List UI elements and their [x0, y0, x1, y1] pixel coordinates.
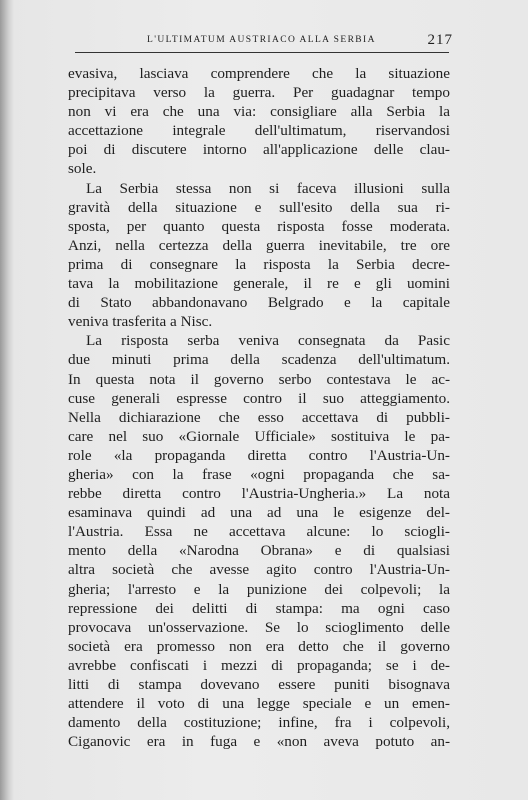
text-line: accettazione integrale dell'ultimatum, riservandosi [68, 122, 450, 140]
text-line: rebbe diretta contro l'Austria-Ungheria.» La nota [68, 485, 450, 503]
text-line: sposta, per quanto questa risposta fosse moderata. [68, 217, 450, 235]
text-line: Anzi, nella certezza della guerra inevitabile, tre ore [68, 236, 450, 254]
running-head [75, 32, 453, 52]
text-line: attendere il voto di una legge speciale e un emen- [68, 695, 450, 713]
text-line: role «la propaganda diretta contro l'Austria-Un- [68, 446, 450, 464]
page-number: 217 [427, 32, 453, 48]
body-text [68, 64, 450, 751]
header-rule [75, 52, 449, 53]
text-line: di Stato abbandonavano Belgrado e la capitale [68, 294, 450, 312]
text-line: repressione dei delitti di stampa: ma ogni caso [68, 599, 450, 617]
text-line: esaminava quindi ad una ad una le esigenze del- [68, 504, 450, 522]
running-title: L'ULTIMATUM AUSTRIACO ALLA SERBIA [147, 35, 376, 45]
text-line: provocava un'osservazione. Se lo scioglimento delle [68, 618, 450, 636]
text-line: damento della costituzione; infine, fra i colpevoli, [68, 714, 450, 732]
text-line: Nella dichiarazione che esso accettava di pubbli- [68, 408, 450, 426]
text-line: due minuti prima della scadenza dell'ultimatum. [68, 351, 450, 369]
text-line: La Serbia stessa non si faceva illusioni sulla [86, 179, 450, 197]
text-line: avrebbe confiscati i mezzi di propaganda; se i de- [68, 656, 450, 674]
text-line: gravità della situazione e sull'esito della sua ri- [68, 198, 450, 216]
text-line: prima di consegnare la risposta la Serbia decre- [68, 255, 450, 273]
binding-gutter-shadow [0, 0, 14, 800]
text-line: precipitava verso la guerra. Per guadagnar tempo [68, 84, 450, 102]
text-line: care nel suo «Giornale Ufficiale» sostituiva le pa- [68, 427, 450, 445]
text-line: evasiva, lasciava comprendere che la situazione [68, 65, 450, 82]
text-line: mento della «Narodna Obrana» e di qualsiasi [68, 542, 450, 560]
text-line: veniva trasferita a Nisc. [68, 313, 213, 331]
text-line: Ciganovic era in fuga e «non aveva potuto an- [68, 733, 450, 751]
text-line: In questa nota il governo serbo contestava le ac- [68, 370, 450, 388]
text-line: gheria» con la frase «ogni propaganda che sa- [68, 465, 450, 483]
text-line: l'Austria. Essa ne accettava alcune: lo sciogli- [68, 523, 450, 541]
text-line: non vi era che una via: consigliare alla Serbia la [68, 103, 450, 121]
text-line: tava la mobilitazione generale, il re e gli uomini [68, 275, 450, 293]
text-line: La risposta serba veniva consegnata da Pasic [86, 332, 450, 350]
text-line: poi di discutere intorno all'applicazione delle clau- [68, 141, 450, 159]
text-line: società era promesso non era detto che il governo [68, 637, 450, 655]
text-line: litti di stampa dovevano essere puniti bisognava [68, 676, 450, 693]
text-line: gheria; l'arresto e la punizione dei colpevoli; la [68, 580, 450, 598]
text-line: altra società che avesse agito contro l'Austria-Un- [68, 561, 450, 579]
text-line: sole. [68, 160, 97, 178]
text-line: cuse generali espresse contro il suo atteggiamento. [68, 389, 450, 407]
